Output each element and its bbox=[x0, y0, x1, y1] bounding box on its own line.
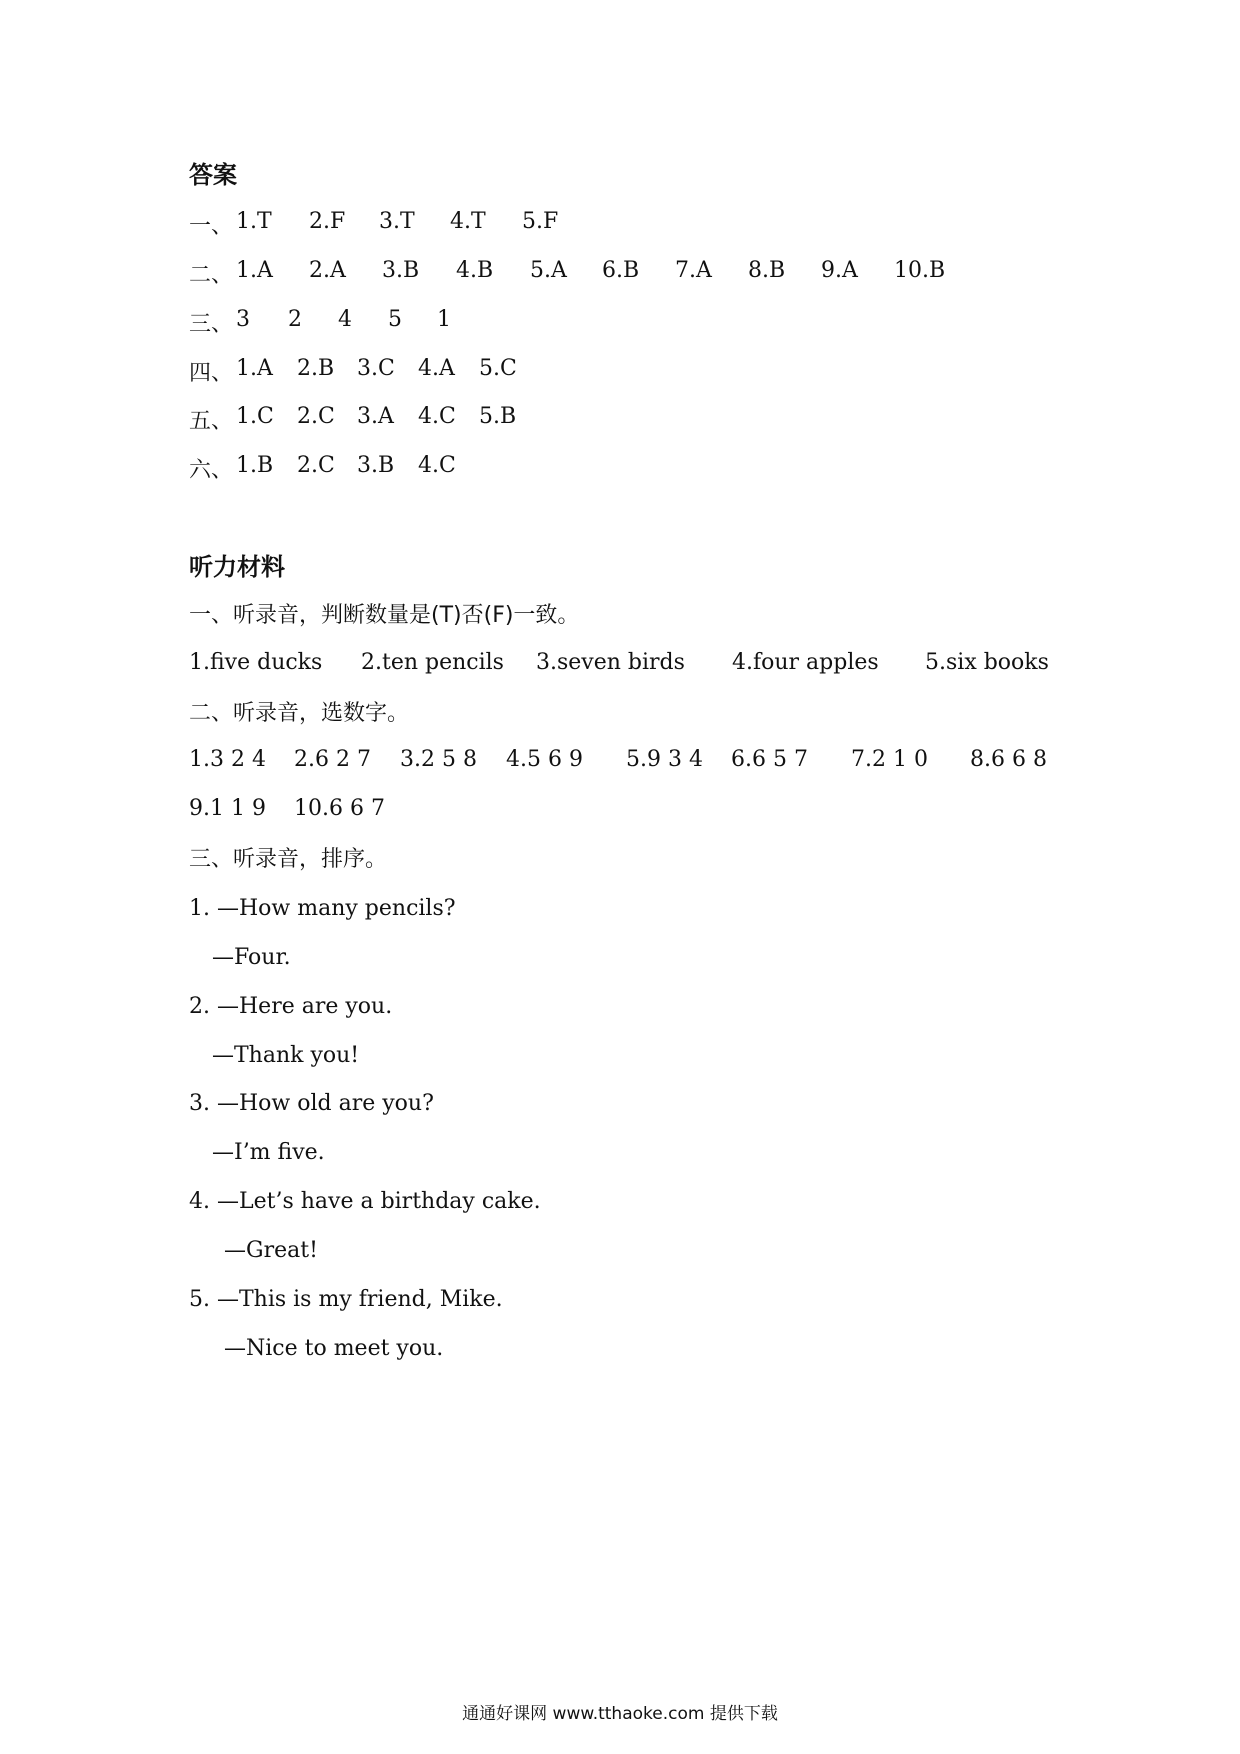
answer-item: 7.A bbox=[675, 258, 712, 283]
dialogue-question: 4. —Let’s have a birthday cake. bbox=[189, 1189, 541, 1214]
part1-item: 5.six books bbox=[925, 650, 1049, 675]
listening-title: 听力材料 bbox=[189, 553, 285, 581]
answer-row-5 bbox=[0, 404, 900, 434]
answer-item: 1.C bbox=[236, 404, 274, 429]
answer-item: 5.A bbox=[530, 258, 567, 283]
part1-item: 2.ten pencils bbox=[361, 650, 504, 675]
answer-item: 10.B bbox=[894, 258, 946, 283]
answer-item: 4.B bbox=[456, 258, 494, 283]
answer-item: 4.T bbox=[450, 209, 486, 234]
answer-item: 2.A bbox=[309, 258, 346, 283]
answer-item: 4 bbox=[338, 307, 352, 332]
answer-item: 1.A bbox=[236, 258, 273, 283]
answer-item: 2.C bbox=[297, 404, 335, 429]
dialogue-question: 5. —This is my friend, Mike. bbox=[189, 1287, 503, 1312]
answer-item: 6.B bbox=[602, 258, 640, 283]
part2-item: 8.6 6 8 bbox=[970, 747, 1047, 772]
answer-item: 2.F bbox=[309, 209, 346, 234]
answer-row-label: 六、 bbox=[189, 458, 234, 483]
answer-item: 5.F bbox=[522, 209, 559, 234]
part2-row-1 bbox=[0, 747, 1047, 777]
dialogue-question: 3. —How old are you? bbox=[189, 1091, 434, 1116]
dialogue-answer: —Four. bbox=[212, 945, 291, 970]
answer-row-label: 二、 bbox=[189, 263, 234, 288]
answer-item: 5.B bbox=[479, 404, 517, 429]
answer-item: 1.T bbox=[236, 209, 272, 234]
answer-item: 9.A bbox=[821, 258, 858, 283]
answer-row-1 bbox=[0, 209, 900, 239]
part2-item: 2.6 2 7 bbox=[294, 747, 371, 772]
part1-items bbox=[0, 650, 1049, 680]
part2-item: 3.2 5 8 bbox=[400, 747, 477, 772]
dialogue-answer: —Thank you! bbox=[212, 1043, 360, 1068]
answer-row-label: 一、 bbox=[189, 214, 234, 239]
answers-title: 答案 bbox=[189, 161, 237, 189]
part1-item: 3.seven birds bbox=[536, 650, 685, 675]
answer-item: 2 bbox=[288, 307, 302, 332]
part2-heading: 二、听录音，选数字。 bbox=[189, 701, 410, 726]
answer-item: 5 bbox=[388, 307, 402, 332]
part1-item: 4.four apples bbox=[732, 650, 879, 675]
answer-row-label: 五、 bbox=[189, 409, 234, 434]
dialogue-question: 2. —Here are you. bbox=[189, 994, 393, 1019]
answer-row-6 bbox=[0, 453, 900, 483]
answer-item: 8.B bbox=[748, 258, 786, 283]
part2-item: 10.6 6 7 bbox=[294, 796, 385, 821]
part2-item: 1.3 2 4 bbox=[189, 747, 266, 772]
answer-row-3 bbox=[0, 307, 900, 337]
footer-text: 通通好课网 www.tthaoke.com 提供下载 bbox=[462, 1704, 778, 1724]
answer-item: 1.A bbox=[236, 356, 273, 381]
answer-item: 2.B bbox=[297, 356, 335, 381]
answer-item: 3.T bbox=[379, 209, 415, 234]
answer-item: 3.A bbox=[357, 404, 394, 429]
answer-item: 3 bbox=[236, 307, 250, 332]
answer-row-label: 四、 bbox=[189, 361, 234, 386]
part2-item: 7.2 1 0 bbox=[851, 747, 928, 772]
part2-item: 9.1 1 9 bbox=[189, 796, 266, 821]
part1-item: 1.five ducks bbox=[189, 650, 323, 675]
answer-row-label: 三、 bbox=[189, 312, 234, 337]
dialogue-answer: —Nice to meet you. bbox=[224, 1336, 444, 1361]
answer-item: 1 bbox=[437, 307, 451, 332]
answer-item: 5.C bbox=[479, 356, 517, 381]
dialogue-answer: —I’m five. bbox=[212, 1140, 325, 1165]
answer-item: 3.C bbox=[357, 356, 395, 381]
dialogue-question: 1. —How many pencils? bbox=[189, 896, 456, 921]
answer-item: 1.B bbox=[236, 453, 274, 478]
part2-item: 6.6 5 7 bbox=[731, 747, 808, 772]
answer-item: 2.C bbox=[297, 453, 335, 478]
answer-row-4 bbox=[0, 356, 900, 386]
answer-item: 4.C bbox=[418, 453, 456, 478]
part2-item: 4.5 6 9 bbox=[506, 747, 583, 772]
answer-item: 4.A bbox=[418, 356, 455, 381]
part2-item: 5.9 3 4 bbox=[626, 747, 703, 772]
answer-item: 3.B bbox=[382, 258, 420, 283]
answer-row-2 bbox=[0, 258, 946, 288]
part2-row-2 bbox=[0, 796, 900, 826]
part3-heading: 三、听录音，排序。 bbox=[189, 847, 388, 872]
part1-heading: 一、听录音，判断数量是(T)否(F)一致。 bbox=[189, 603, 580, 628]
answer-item: 4.C bbox=[418, 404, 456, 429]
dialogue-answer: —Great! bbox=[224, 1238, 318, 1263]
answer-item: 3.B bbox=[357, 453, 395, 478]
